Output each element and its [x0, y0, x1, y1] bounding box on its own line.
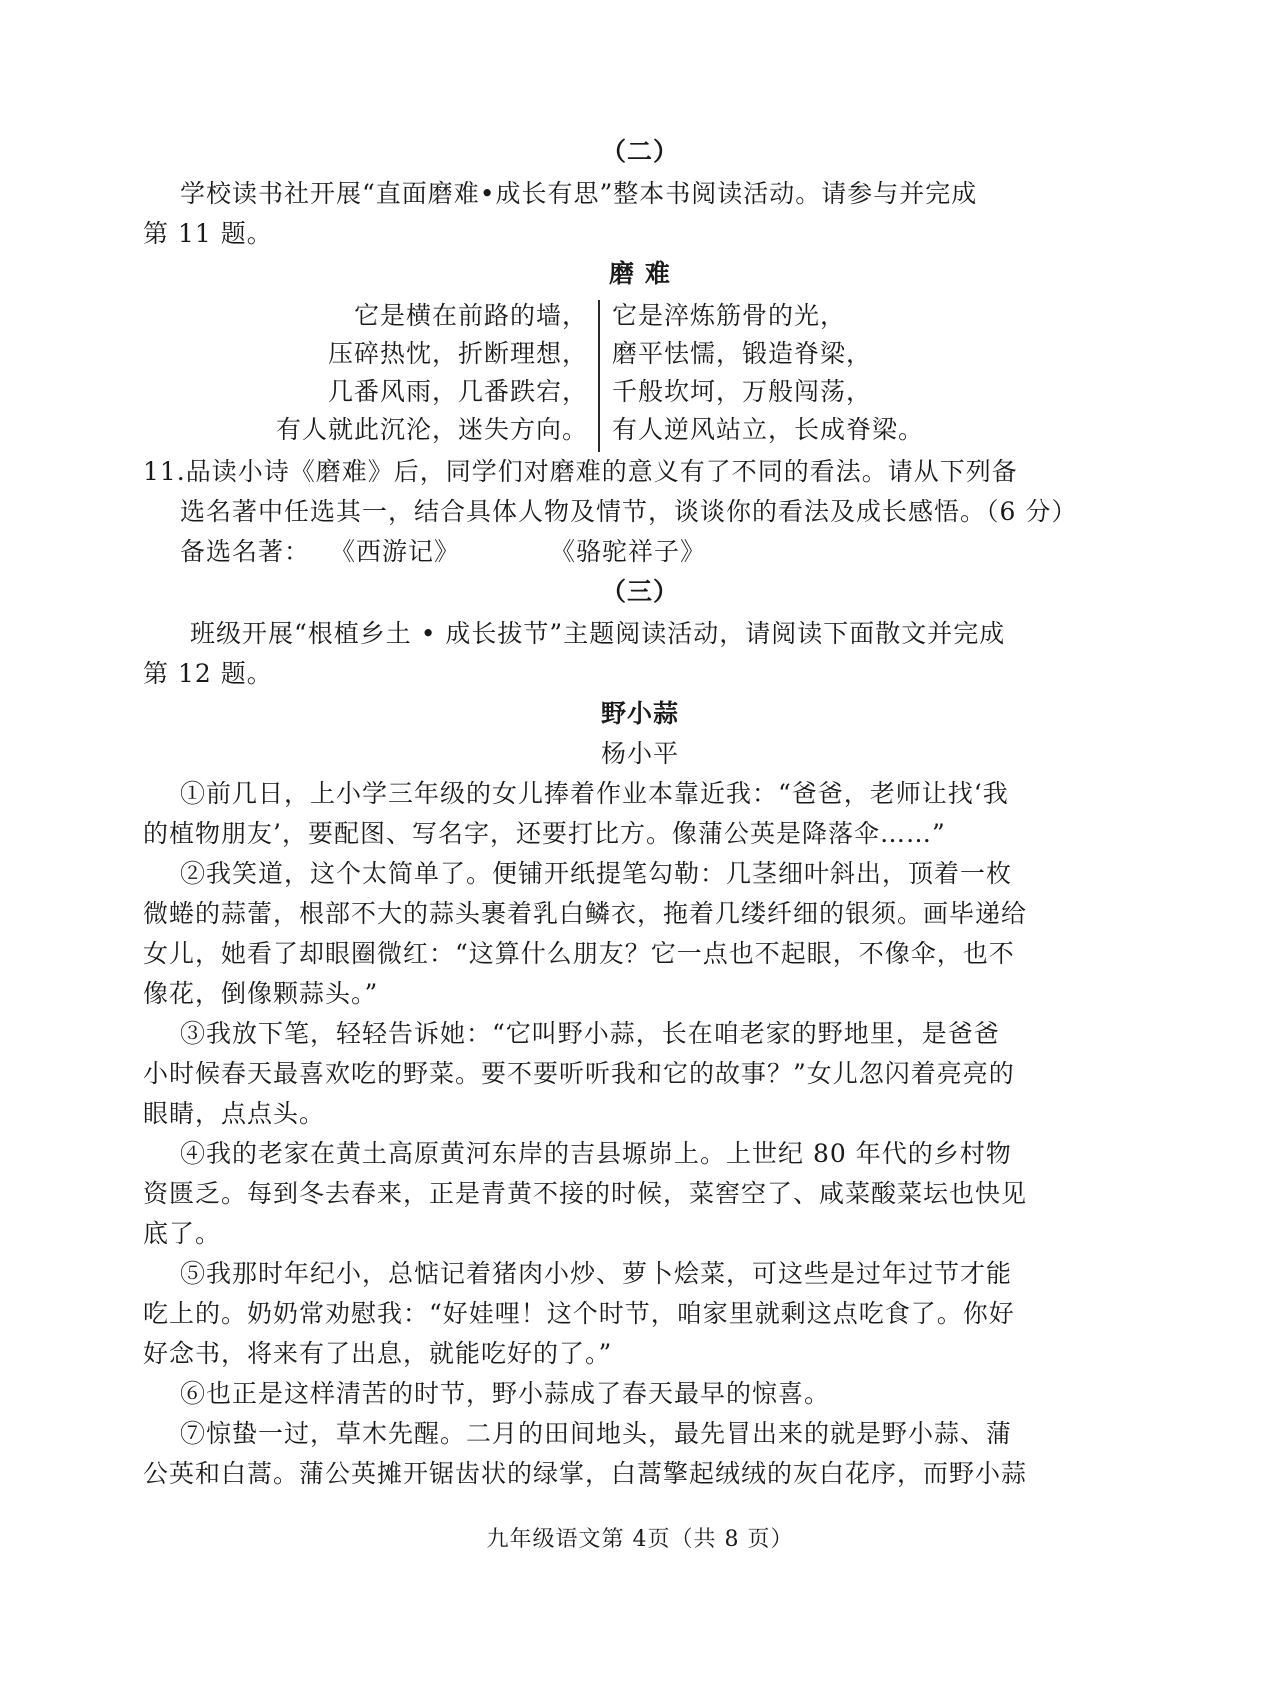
essay-line: 吃上的。奶奶常劝慰我：“好娃哩！这个时节，咱家里就剩这点吃食了。你好	[143, 1299, 1015, 1328]
poem-left-line-2: 压碎热忱，折断理想，	[327, 339, 588, 368]
poem-left-line-1: 它是横在前路的墙，	[353, 301, 588, 330]
essay-line: 资匮乏。每到冬去春来，正是青黄不接的时候，菜窖空了、咸菜酸菜坛也快见	[143, 1179, 1028, 1208]
section3-intro-line-2: 第 12 题。	[143, 659, 273, 688]
essay-line: 公英和白蒿。蒲公英摊开锯齿状的绿掌，白蒿擎起绒绒的灰白花序，而野小蒜	[143, 1459, 1028, 1488]
question-11-line-1: 11.品读小诗《磨难》后，同学们对磨难的意义有了不同的看法。请从下列备	[143, 457, 1018, 486]
essay-line: ②我笑道，这个太简单了。便铺开纸提笔勾勒：几茎细叶斜出，顶着一枚	[180, 859, 1013, 888]
essay-line: ④我的老家在黄土高原黄河东岸的吉县塬峁上。上世纪 80 年代的乡村物	[180, 1139, 1012, 1168]
poem-right-line-3: 千般坎坷，万般闯荡，	[612, 377, 873, 406]
question-11-line-2: 选名著中任选其一，结合具体人物及情节，谈谈你的看法及成长感悟。（6 分）	[180, 497, 1078, 526]
poem-left-line-3: 几番风雨，几番跌宕，	[327, 377, 588, 406]
poem-divider	[598, 300, 600, 452]
essay-line: ⑦惊蛰一过，草木先醒。二月的田间地头，最先冒出来的就是野小蒜、蒲	[180, 1419, 1013, 1448]
poem-right-line-1: 它是淬炼筋骨的光，	[612, 301, 847, 330]
essay-line: ⑤我那时年纪小，总惦记着猪肉小炒、萝卜烩菜，可这些是过年过节才能	[180, 1259, 1013, 1288]
essay-line: 的植物朋友’，要配图、写名字，还要打比方。像蒲公英是降落伞……”	[143, 819, 946, 848]
poem-right-line-2: 磨平怯懦，锻造脊梁，	[612, 339, 873, 368]
book-option-2: 《骆驼祥子》	[550, 537, 707, 566]
essay-line: 像花，倒像颗蒜头。”	[143, 979, 379, 1008]
essay-line: ③我放下笔，轻轻告诉她：“它叫野小蒜，长在咱老家的野地里，是爸爸	[180, 1019, 1000, 1048]
book-option-1: 《西游记》	[330, 537, 461, 566]
essay-line: ①前几日，上小学三年级的女儿捧着作业本靠近我：“爸爸，老师让找‘我	[180, 779, 1009, 808]
section3-intro-line-1: 班级开展“根植乡土 • 成长拔节”主题阅读活动，请阅读下面散文并完成	[190, 619, 1006, 648]
essay-line: 好念书，将来有了出息，就能吃好的了。”	[143, 1339, 613, 1368]
essay-line: 微蜷的蒜蕾，根部不大的蒜头裹着乳白鳞衣，拖着几缕纤细的银须。画毕递给	[143, 899, 1028, 928]
section2-intro-line-1: 学校读书社开展“直面磨难•成长有思”整本书阅读活动。请参与并完成	[180, 179, 978, 208]
essay-line: ⑥也正是这样清苦的时节，野小蒜成了春天最早的惊喜。	[180, 1379, 831, 1408]
page-footer: 九年级语文第 4页（共 8 页）	[486, 1527, 794, 1552]
section2-intro-line-2: 第 11 题。	[143, 219, 273, 248]
essay-author: 杨小平	[600, 739, 679, 768]
section-heading-3: （三）	[600, 577, 679, 606]
poem-title: 磨 难	[609, 259, 671, 288]
essay-line: 小时候春天最喜欢吃的野菜。要不要听听我和它的故事？”女儿忽闪着亮亮的	[143, 1059, 1015, 1088]
poem-left-line-4: 有人就此沉沦，迷失方向。	[275, 415, 588, 444]
essay-line: 底了。	[143, 1219, 222, 1248]
essay-line: 女儿，她看了却眼圈微红：“这算什么朋友？它一点也不起眼，不像伞，也不	[143, 939, 1015, 968]
books-label: 备选名著：	[180, 537, 311, 566]
poem-right-line-4: 有人逆风站立，长成脊梁。	[612, 415, 925, 444]
essay-line: 眼睛，点点头。	[143, 1099, 326, 1128]
section-heading-2: （二）	[600, 137, 679, 166]
essay-title: 野小蒜	[600, 699, 679, 728]
